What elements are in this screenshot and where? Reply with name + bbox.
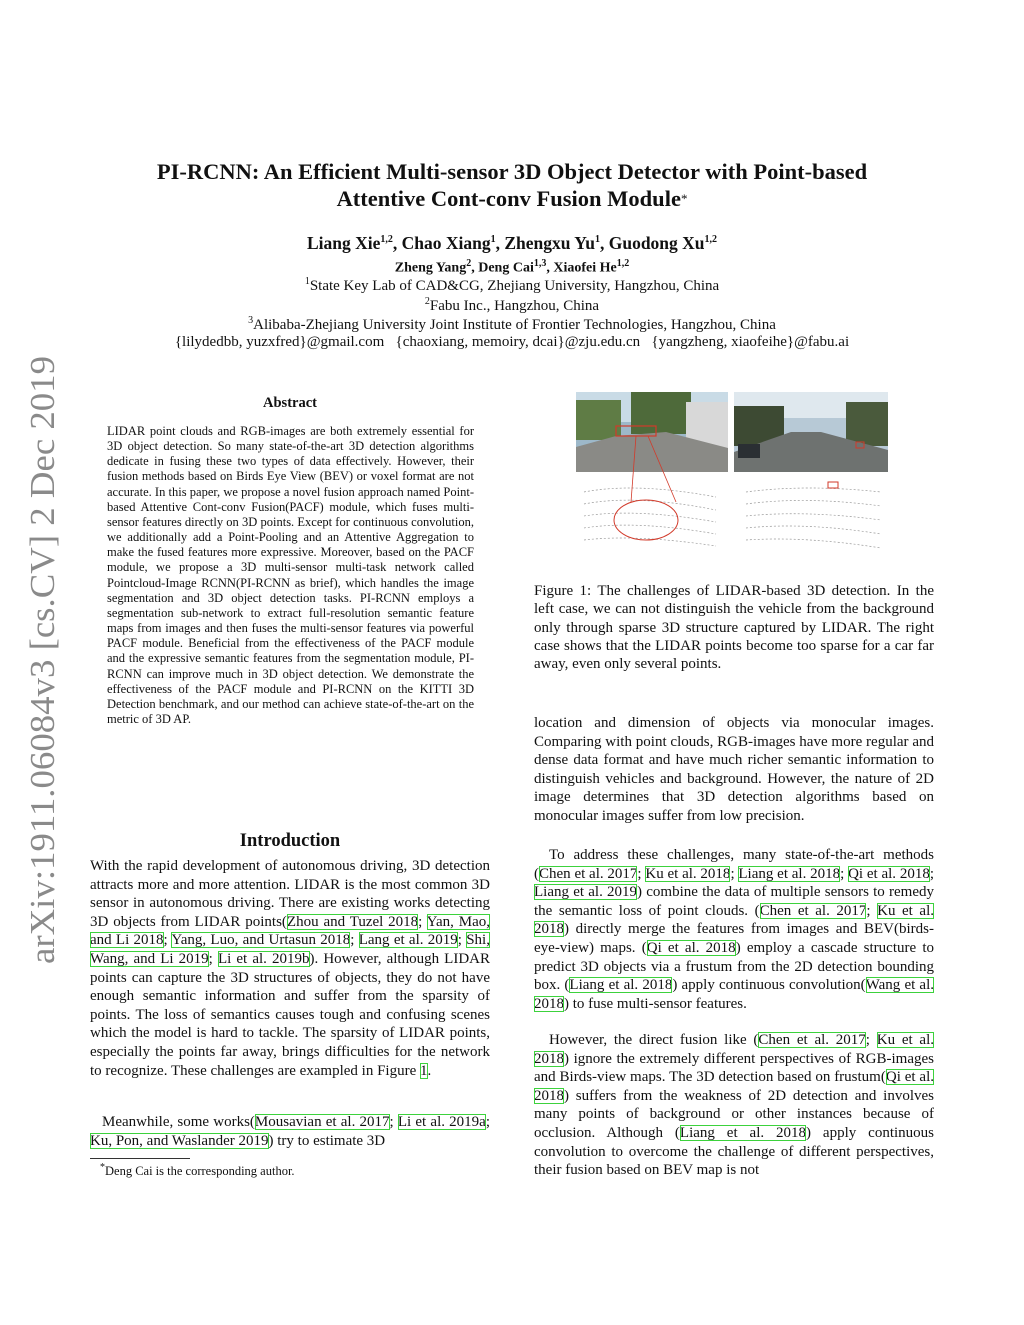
- paragraph-text: ;: [389, 1114, 398, 1130]
- author-name: Deng Cai: [478, 260, 534, 276]
- title-line-1: PI-RCNN: An Efficient Multi-sensor 3D Object Detector with Point-based: [156, 159, 868, 184]
- author-name: Zheng Yang: [394, 260, 467, 276]
- citation-link[interactable]: Mousavian et al. 2017: [254, 1114, 390, 1130]
- paragraph-text: ;: [929, 865, 934, 882]
- author-name: Chao Xiang: [401, 233, 491, 253]
- paragraph-text: To address these challenges, many state-of-the-art methods (: [534, 847, 934, 882]
- citation-link[interactable]: Wang et al. 2018: [534, 977, 935, 1012]
- affiliation-number: 2: [424, 296, 430, 307]
- right-paragraph-1: [534, 714, 934, 826]
- paragraph-text: ). However, although LIDAR points can capture the 3D structures of objects, they do not have enough semantic information and suffer from the sparsity of points. The loss of semantics causes tough and confusing scenes which the model is hard to tackle. The sparsity of LIDAR points, especially the points far away, brings difficulties for the network to recognize. These challenges are exampled in Figure: [90, 950, 490, 1079]
- footnote: [100, 1162, 295, 1179]
- arxiv-stamp: [12, 352, 66, 972]
- citation-link[interactable]: Liang et al. 2019: [534, 884, 638, 901]
- paragraph-text: ) employ a cascade structure to predict 3D objects via a frustum from the 2D detection bounding box. (: [534, 939, 935, 994]
- title-line-2: [100, 185, 924, 212]
- author-affiliation-marker: 2: [466, 258, 472, 269]
- author-separator: ,: [495, 233, 505, 253]
- author-separator: ,: [546, 260, 554, 276]
- footnote-rule: [90, 1158, 190, 1159]
- paragraph-text: Meanwhile, some works(: [102, 1114, 255, 1130]
- citation-link[interactable]: Liang et al. 2018: [679, 1124, 807, 1141]
- affiliation-1: [80, 276, 944, 295]
- paragraph-text: ) ignore the extremely different perspectives of RGB-images and Birds-view maps. The 3D detection based on frustum(: [534, 1050, 934, 1086]
- right-paragraph-3: [534, 1031, 934, 1180]
- paragraph-text: ) suffers from the weakness of 2D detection and involves many points of background or other instances because of occlusion. Although (: [534, 1087, 934, 1141]
- paragraph-text: ) try to estimate 3D: [268, 1132, 386, 1149]
- citation-link[interactable]: Ku et al. 2018: [645, 865, 731, 882]
- paragraph-text: ;: [350, 932, 359, 949]
- paragraph-text: ;: [208, 950, 218, 967]
- paragraph-text: location and dimension of objects via monocular images. Comparing with point clouds, RGB-images have more regular and dense data format and have much richer semantic information to distinguish vehicles and background. However, the nature of 2D image determines that 3D detection algorithms based on monocular images suffer from low precision.: [534, 715, 934, 824]
- author-affiliation-marker: 1: [594, 234, 600, 246]
- footnote-text: Deng Cai is the corresponding author.: [105, 1164, 295, 1179]
- paragraph-text: ;: [457, 932, 467, 949]
- author-affiliation-marker: 1: [490, 234, 496, 246]
- author-emails: {lilydedbb, yuzxfred}@gmail.com {chaoxiang, memoiry, dcai}@zju.edu.cn {yangzheng, xiaofeihe}@fabu.ai: [174, 334, 850, 350]
- author-name: Liang Xie: [306, 233, 381, 253]
- paper-title: [100, 158, 924, 212]
- author-name: Xiaofei He: [553, 260, 617, 276]
- paragraph-text: ;: [637, 865, 646, 882]
- author-affiliation-marker: 1,2: [380, 234, 393, 246]
- paragraph-text: ;: [418, 913, 427, 930]
- affiliation-number: 1: [304, 276, 310, 287]
- citation-link[interactable]: Liang et al. 2018: [738, 865, 841, 882]
- abstract-body: LIDAR point clouds and RGB-images are both extremely essential for 3D object detection. So many state-of-the-art 3D detection algorithms dedicate in fusing these two types of data effectively. However, their fusion methods based on Birds Eye View (BEV) or voxel format are not accurate. In this paper, we propose a novel fusion approach named Point-based Attentive Cont-conv Fusion(PACF) module, which fuses multi-sensor features directly on 3D points. Except for continuous convolution, we additionally add a Point-Pooling and an Attentive Aggregation to make the fused features more expressive. Moreover, based on the PACF module, we propose a 3D multi-sensor multi-task network called Pointcloud-Image RCNN(PI-RCNN as brief), which handles the image segmentation and 3D object detection tasks. PI-RCNN employs a segmentation sub-network to extract full-resolution semantic feature maps from images and then fuses the multi-sensor features via powerful PACF module. Beneficial from the effectiveness of the PACF module and the expressive semantic features from the segmentation module, PI-RCNN can improve much in 3D object detection. We demonstrate the effectiveness of the PACF module and PI-RCNN on the KITTI 3D Detection benchmark, and our method can achieve state-of-the-art on the metric of 3D AP.: [107, 424, 474, 726]
- affiliation-text: Fabu Inc., Hangzhou, China: [429, 298, 600, 314]
- affiliation-2: [80, 296, 944, 315]
- affiliation-3: [80, 315, 944, 334]
- right-point-cloud: [734, 476, 888, 554]
- affiliation-text: Alibaba-Zhejiang University Joint Institute of Frontier Technologies, Hangzhou, China: [253, 317, 776, 333]
- citation-link[interactable]: Chen et al. 2017: [539, 865, 638, 882]
- paragraph-text: ;: [866, 902, 878, 919]
- citation-link[interactable]: 1: [420, 1062, 428, 1079]
- figure-1-image: [576, 392, 888, 554]
- author-separator: ,: [599, 233, 609, 253]
- citation-link[interactable]: Lang et al. 2019: [358, 932, 458, 949]
- author-separator: ,: [392, 233, 402, 253]
- citation-link[interactable]: Yang, Luo, and Urtasun 2018: [171, 932, 351, 949]
- author-affiliation-marker: 1,2: [616, 258, 630, 269]
- paragraph-text: ;: [485, 1114, 490, 1130]
- paragraph-text: ) apply continuous convolution(: [672, 977, 866, 994]
- citation-link[interactable]: Qi et al. 2018: [534, 1069, 934, 1104]
- footnote-marker: *: [100, 1162, 105, 1173]
- citation-link[interactable]: Chen et al. 2017: [758, 1032, 866, 1048]
- title-line-2-text: Attentive Cont-conv Fusion Module: [336, 186, 681, 211]
- intro-paragraph-2: [90, 1113, 490, 1150]
- affiliation-number: 3: [248, 315, 254, 326]
- citation-link[interactable]: Chen et al. 2017: [759, 902, 867, 919]
- arxiv-id: arXiv:1911.06084v3 [cs.CV] 2 Dec 2019: [23, 385, 62, 964]
- paragraph-text: ) apply continuous convolution to overcome the challenge of different perspectives, their fusion based on BEV map is not: [534, 1124, 935, 1179]
- paragraph-text: ) to fuse multi-sensor features.: [564, 995, 747, 1012]
- authors-line-1: [80, 233, 944, 254]
- citation-link[interactable]: Ku et al. 2018: [534, 902, 934, 938]
- author-name: Guodong Xu: [608, 233, 705, 253]
- citation-link[interactable]: Li et al. 2019b: [217, 950, 310, 967]
- paragraph-text: ;: [163, 932, 172, 949]
- paragraph-text: However, the direct fusion like (: [549, 1032, 759, 1048]
- left-camera-image: [576, 392, 728, 472]
- author-separator: ,: [471, 260, 479, 276]
- citation-link[interactable]: Li et al. 2019a: [397, 1114, 486, 1130]
- authors-line-2: [80, 258, 944, 277]
- citation-link[interactable]: Ku, Pon, and Waslander 2019: [90, 1132, 269, 1149]
- citation-link[interactable]: Liang et al. 2018: [569, 977, 673, 994]
- paragraph-text: ;: [730, 865, 739, 882]
- citation-link[interactable]: Yan, Mao, and Li 2018: [90, 913, 490, 949]
- author-affiliation-marker: 1,2: [704, 234, 718, 246]
- paragraph-text: ) directly merge the features from images and BEV(birds-eye-view) maps. (: [534, 921, 934, 956]
- author-affiliation-marker: 1,3: [533, 258, 547, 269]
- paragraph-text: ;: [865, 1032, 877, 1048]
- citation-link[interactable]: Zhou and Tuzel 2018: [286, 913, 419, 930]
- figure-1-caption: Figure 1: The challenges of LIDAR-based 3D detection. In the left case, we can not distinguish the vehicle from the background only through sparse 3D structure captured by LIDAR. The right case shows that the LIDAR points become too sparse for a car far away, even only several points.: [534, 583, 934, 673]
- author-name: Zhengxu Yu: [504, 233, 595, 253]
- paragraph-text: ) combine the data of multiple sensors to remedy the semantic loss of point clouds. (: [534, 884, 934, 919]
- citation-link[interactable]: Ku et al. 2018: [534, 1032, 934, 1067]
- affiliation-text: State Key Lab of CAD&CG, Zhejiang University, Hangzhou, China: [309, 278, 720, 294]
- paragraph-text: ;: [840, 865, 849, 882]
- citation-link[interactable]: Shi, Wang, and Li 2019: [90, 932, 490, 967]
- introduction-heading: Introduction: [239, 831, 341, 851]
- paragraph-text: With the rapid development of autonomous driving, 3D detection attracts more and more attention. LIDAR is the most common 3D sensor in autonomous driving. There are existing works detecting 3D objects from LIDAR points(: [90, 858, 490, 930]
- paragraph-text: .: [427, 1062, 432, 1079]
- title-footnote-marker: *: [680, 191, 688, 206]
- intro-paragraph-1: [90, 857, 490, 1080]
- abstract-heading: Abstract: [263, 395, 317, 411]
- right-paragraph-2: [534, 846, 934, 1013]
- right-camera-image: [734, 392, 888, 472]
- citation-link[interactable]: Qi et al. 2018: [848, 865, 930, 882]
- citation-link[interactable]: Qi et al. 2018: [646, 939, 736, 956]
